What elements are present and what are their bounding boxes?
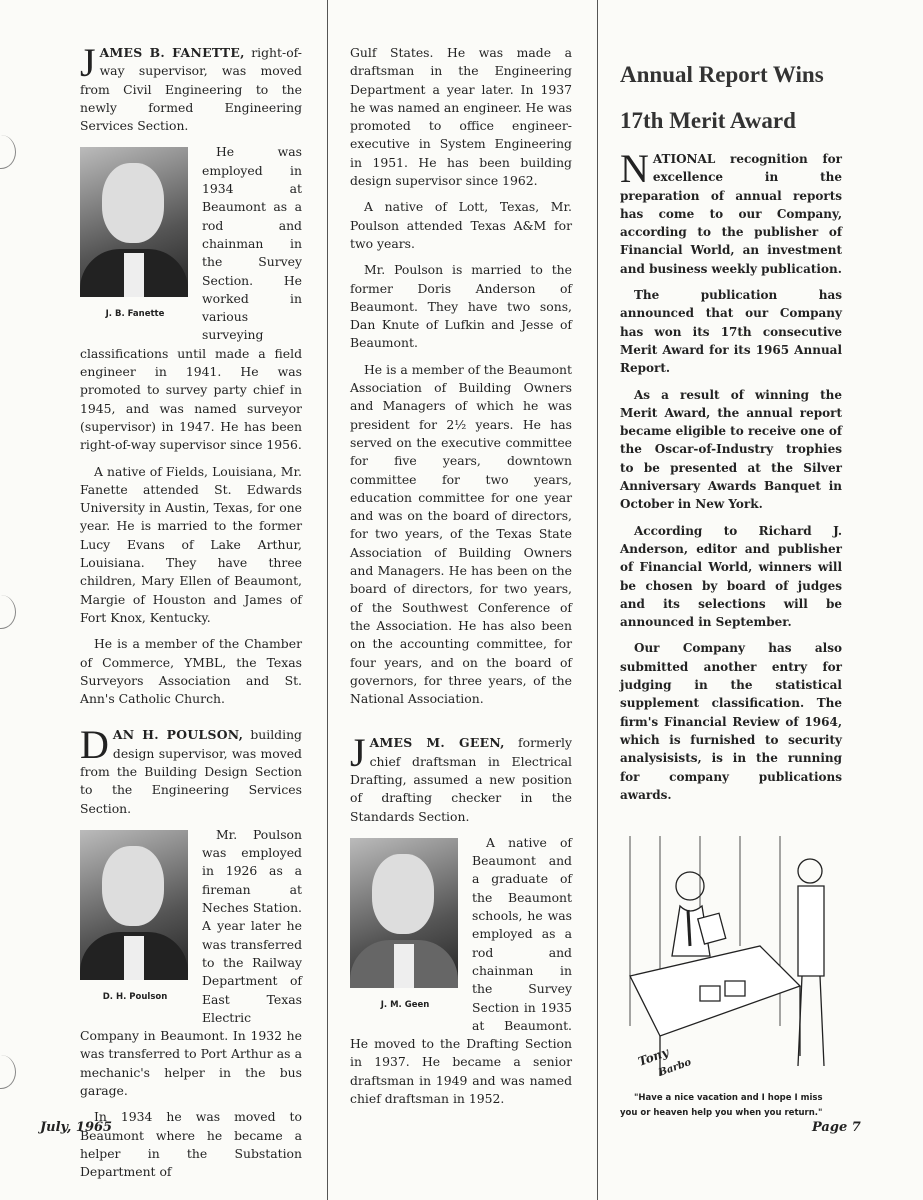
person-name: AN H. POULSON, xyxy=(112,727,244,743)
page-number: Page 7 xyxy=(812,1120,861,1135)
binder-hole xyxy=(0,595,16,629)
paragraph: He is a member of the Beaumont Association of Building Owners and Managers of which he was president for 2½ years. He has served on the executive committee for five years, downtown committee for two years, education committee for one year and was on the board of directors, for two years, of the Texas State Association of Building Owners and Managers. He has been on the board of directors, for two years, of the Southwest Conference of the Association. He has also been on the accounting committee, for four years, and on the board of governors, for three years, of the National Association. xyxy=(350,361,572,707)
poulson-photo xyxy=(80,830,190,1006)
fanette-intro xyxy=(80,40,302,135)
drop-cap: N xyxy=(620,146,649,191)
binder-hole xyxy=(0,135,16,169)
drop-cap: J xyxy=(80,40,96,85)
paragraph: Mr. Poulson is married to the former Doris Anderson of Beaumont. They have two sons, Dan Knute of Lufkin and Jesse of Beaumont. xyxy=(350,262,572,351)
paragraph: The publication has announced that our Company has won its 17th consecutive Merit Award for its 1965 Annual Report. xyxy=(620,288,842,376)
paragraph: Our Company has also submitted another entry for judging in the statistical supplement classification. The firm's Financial Review of 1964, which is furnished to security analysisists, is in the running for company publications awards. xyxy=(620,641,842,802)
drop-cap: J xyxy=(350,730,366,776)
fanette-photo xyxy=(80,147,190,323)
paragraph: In 1934 he was moved to Beaumont where he became a helper in the Substation Department of xyxy=(80,1109,302,1180)
photo-caption: J. M. Geen xyxy=(380,999,430,1010)
intro-text: formerly chief draftsman in Electrical Drafting, assumed a new position of drafting checker in the Standards Section. xyxy=(350,735,572,824)
drop-cap: D xyxy=(80,722,109,768)
column-rule xyxy=(597,0,598,1200)
geen-intro xyxy=(350,730,572,825)
headline: 17th Merit Award xyxy=(620,108,796,133)
person-name: AMES B. FANETTE, xyxy=(99,45,245,60)
intro-text: recognition for excellence in the preparation of annual reports has come to our Company, according to the publisher of Financial World, an investment and business weekly publication. xyxy=(620,152,842,276)
photo-caption: D. H. Poulson xyxy=(102,991,168,1002)
paragraph: Gulf States. He was made a draftsman in the Engineering Department a year later. In 1937 he was named an engineer. He was promoted to office engineer-executive in System Engineering in 1951. He has been building design supervisor since 1962. xyxy=(350,45,572,189)
column-2 xyxy=(350,44,572,1116)
person-name: AMES M. GEEN, xyxy=(369,735,505,751)
column-3 xyxy=(620,52,842,1129)
paragraph: A native of Fields, Louisiana, Mr. Fanette attended St. Edwards University in Austin, Texas, for one year. He is married to the former Lucy Evans of Lake Arthur, Louisiana. They have three children, Mary Ellen of Beaumont, Margie of Houston and James of Fort Knox, Kentucky. xyxy=(80,463,302,625)
column-1 xyxy=(80,40,302,1190)
cartoon-caption: "Have a nice vacation and I hope I miss you or heaven help you when you return." xyxy=(620,1093,823,1119)
paragraph: He is a member of the Chamber of Commerce, YMBL, the Texas Surveyors Association and St. Ann's Catholic Church. xyxy=(80,636,302,707)
column-rule xyxy=(327,0,328,1200)
photo-caption: J. B. Fanette xyxy=(105,309,165,320)
paragraph: A native of Beaumont and a graduate of the Beaumont schools, he was employed as a rod and chainman in the Survey Section in 1935 at Beaumont. He moved to the Drafting Section in 1937. He became a senior draftsman in 1949 and was named chief draftsman in 1952. xyxy=(350,834,572,1107)
footer-date: July, 1965 xyxy=(40,1120,113,1135)
intro-text: right-of-way supervisor, was moved from Civil Engineering to the newly formed Engineering Services Section. xyxy=(80,45,302,134)
headline: Annual Report Wins xyxy=(620,62,824,87)
merit-intro xyxy=(620,146,842,278)
cartoon-illustration xyxy=(620,826,842,1086)
paragraph: He was employed in 1934 at Beaumont as a rod and chainman in the Survey Section. He worked in various surveying classifications until made a field engineer in 1941. He was promoted to survey party chief in 1945, and was named surveyor (supervisor) in 1947. He has been right-of-way supervisor since 1956. xyxy=(80,144,302,453)
paragraph: According to Richard J. Anderson, editor and publisher of Financial World, winners will be chosen by board of judges and its selections will be announced in September. xyxy=(620,523,842,630)
paragraph: Mr. Poulson was employed in 1926 as a fireman at Neches Station. A year later he was transferred to the Railway Department of East Texas Electric Company in Beaumont. In 1932 he was transferred to Port Arthur as a mechanic's helper in the bus garage. xyxy=(80,826,302,1099)
paragraph: A native of Lott, Texas, Mr. Poulson attended Texas A&M for two years. xyxy=(350,199,572,251)
paragraph: As a result of winning the Merit Award, the annual report became eligible to receive one of the Oscar-of-Industry trophies to be presented at the Silver Anniversary Awards Banquet in October in New York. xyxy=(620,387,842,512)
geen-photo xyxy=(350,838,460,1014)
lead-word: ATIONAL xyxy=(652,152,716,166)
svg-text:Tony: Tony xyxy=(636,1045,671,1069)
binder-hole xyxy=(0,1055,16,1089)
poulson-intro xyxy=(80,722,302,817)
intro-text: building design supervisor, was moved from the Building Design Section to the Engineering Services Section. xyxy=(80,727,302,816)
svg-text:Barbo: Barbo xyxy=(657,1056,693,1079)
